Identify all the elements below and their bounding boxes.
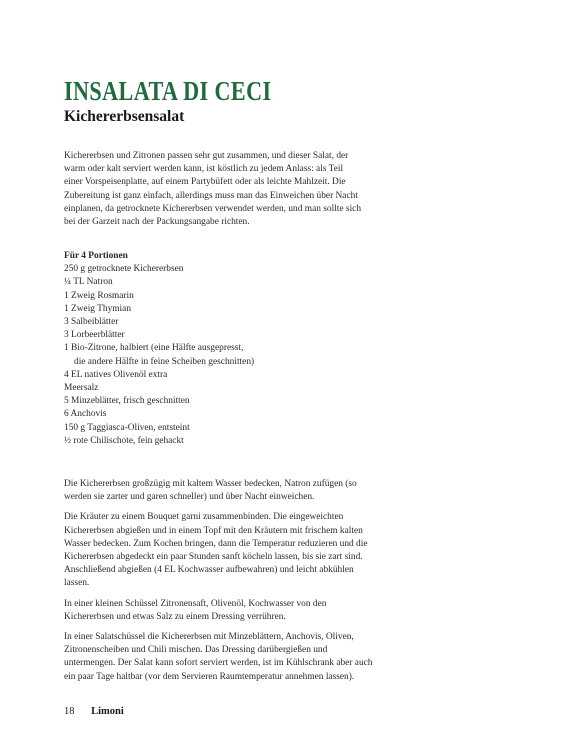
ingredient-item-continuation: die andere Hälfte in feine Scheiben geschnitten) (74, 356, 255, 367)
ingredient-item: 1 Zweig Thymian (64, 303, 132, 314)
recipe-subtitle: Kichererbsensalat (64, 108, 185, 125)
recipe-intro: Kichererbsen und Zitronen passen sehr gut zusammen, und dieser Salat, der warm oder kalt serviert werden kann, ist köstlich zu jedem Anlass: als Teil einer Vorspeisenplatte, auf einem Partybüfett oder als leichte Mahlzeit. Die Zubereitung ist ganz einfach, allerdings muss man das Einweichen über Nacht einplanen, da getrocknete Kichererbsen verwendet werden, und man sollte sich bei der Garzeit nach der Packungsangabe richten. (64, 151, 362, 228)
ingredient-item: 6 Anchovis (64, 409, 107, 420)
ingredient-item: 3 Salbeiblätter (64, 317, 119, 328)
servings-heading: Für 4 Portionen (64, 251, 128, 261)
ingredient-item: 250 g getrocknete Kichererbsen (64, 264, 184, 275)
ingredient-item: 1 Bio-Zitrone, halbiert (eine Hälfte ausgepresst, (64, 343, 244, 354)
ingredient-list (64, 250, 364, 448)
section-name: Limoni (91, 706, 124, 717)
ingredient-item: 3 Lorbeerblätter (64, 330, 125, 341)
page-footer (64, 706, 124, 717)
ingredient-item: 150 g Taggiasca-Oliven, entsteint (64, 422, 190, 433)
method-steps (64, 478, 376, 691)
ingredient-item: 1 Zweig Rosmarin (64, 290, 134, 301)
method-step: In einer Salatschüssel die Kichererbsen mit Minzeblättern, Anchovis, Oliven, Zitronenscheiben und Chili mischen. Das Dressing darübergießen und untermengen. Der Salat kann sofort serviert werden, ist im Kühlschrank aber auch ein paar Tage haltbar (vor dem Servieren Raumtemperatur annehmen lassen). (64, 632, 373, 682)
method-step: In einer kleinen Schüssel Zitronensaft, Olivenöl, Kochwasser von den Kichererbsen und etwas Salz zu einem Dressing verrühren. (64, 598, 327, 622)
ingredient-item: ¼ TL Natron (64, 277, 113, 288)
page-number: 18 (64, 706, 75, 717)
ingredient-item: 4 EL natives Olivenöl extra (64, 369, 168, 380)
method-step: Die Kräuter zu einem Bouquet garni zusammenbinden. Die eingeweichten Kichererbsen abgießen und in einem Topf mit den Kräutern mit frischem kalten Wasser bedecken. Zum Kochen bringen, dann die Temperatur reduzieren und die Kichererbsen abgedeckt ein paar Stunden sanft köcheln lassen, bis sie zart sind. Anschließend abgießen (4 EL Kochwasser aufbewahren) und leicht abkühlen lassen. (64, 512, 368, 589)
recipe-title: INSALATA DI CECI (64, 76, 272, 106)
method-step: Die Kichererbsen großzügig mit kaltem Wasser bedecken, Natron zufügen (so werden sie zarter und garen schneller) und über Nacht einweichen. (64, 479, 357, 503)
ingredient-item: Meersalz (64, 383, 99, 394)
ingredient-item: ½ rote Chilischote, fein gehackt (64, 435, 184, 446)
ingredient-item: 5 Minzeblätter, frisch geschnitten (64, 396, 190, 407)
